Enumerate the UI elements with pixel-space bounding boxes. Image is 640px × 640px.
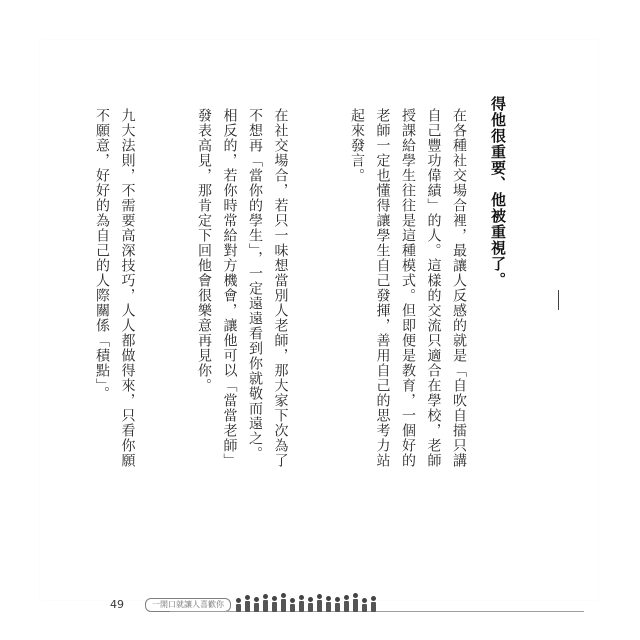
person-figure-icon — [317, 594, 322, 612]
person-figure-icon — [308, 597, 313, 612]
person-figure-icon — [254, 597, 259, 612]
person-figure-icon — [263, 594, 268, 612]
body-text — [63, 108, 522, 468]
person-figure-icon — [362, 598, 367, 612]
person-figure-icon — [344, 595, 349, 612]
running-title: 一開口就讓人喜歡你 — [145, 598, 231, 612]
person-figure-icon — [236, 598, 241, 612]
paragraph-2: 在社交場合，若只一味想當別人老師，那大家下次為了不想再「當你的學生」，一定遠遠看到你就敬而遠之。相反的，若你時常給對方機會，讓他可以「當當老師」發表高見，那肯定下回他會很樂意再見你。 — [196, 108, 289, 468]
person-figure-icon — [245, 595, 250, 612]
margin-mark — [558, 290, 559, 310]
page-number: 49 — [110, 598, 124, 611]
paragraph-3: 九大法則，不需要高深技巧，人人都做得來，只看你願不願意，好好的為自己的人際關係「積點」。 — [94, 108, 136, 468]
footer-rule — [170, 611, 584, 612]
person-figure-icon — [281, 593, 286, 612]
person-figure-icon — [290, 598, 295, 612]
person-figure-icon — [326, 596, 331, 612]
section-heading: 得他很重要、他被重視了。 — [489, 96, 507, 288]
person-figure-icon — [371, 596, 376, 612]
paragraph-1: 在各種社交場合裡，最讓人反感的就是「自吹自擂只講自己豐功偉績」的人。這樣的交流只適合在學校，老師授課給學生往往是這種模式。但即便是教育，一個好的老師一定也懂得讓學生自己發揮，善用自己的思考力站起來發言。 — [349, 108, 467, 468]
person-figure-icon — [272, 596, 277, 612]
person-figure-icon — [335, 597, 340, 612]
person-figure-icon — [353, 593, 358, 612]
person-figure-icon — [299, 595, 304, 612]
